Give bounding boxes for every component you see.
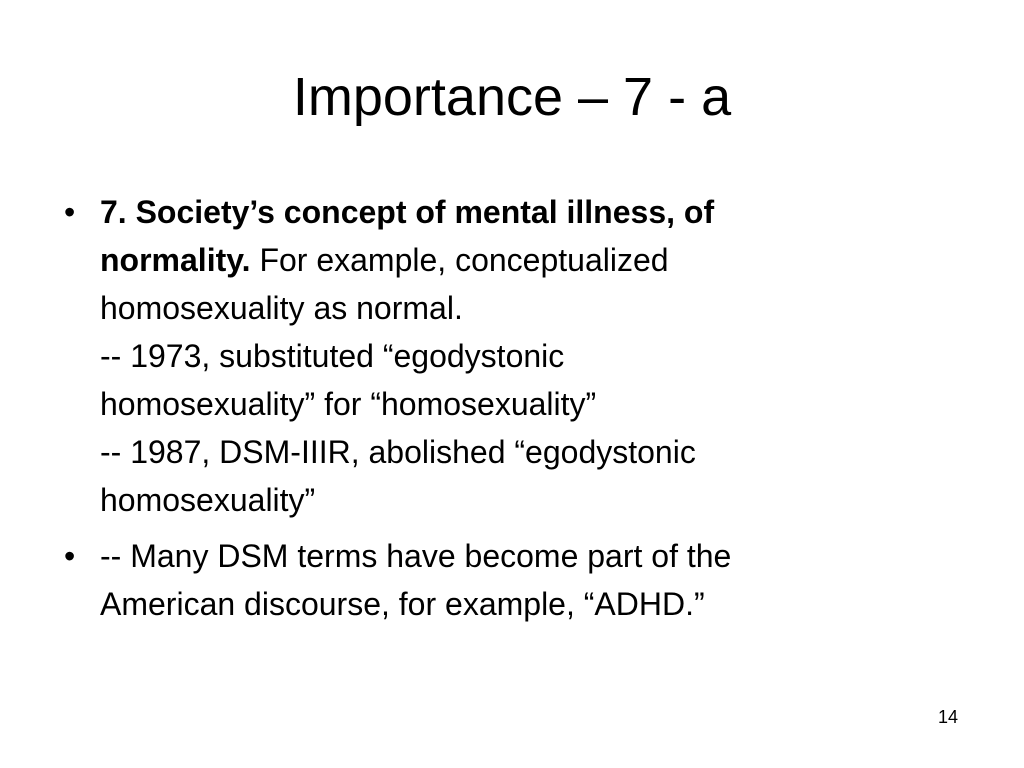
bullet-bold-text: normality. [100, 242, 251, 278]
bullet-text: -- 1973, substituted “egodystonic [100, 338, 565, 374]
bullet-marker: • [64, 194, 76, 230]
bullet-marker: • [64, 538, 76, 574]
bullet-text: -- 1987, DSM-IIIR, abolished “egodystonic [100, 434, 696, 470]
bullet-item [60, 532, 940, 628]
bullet-text: homosexuality” for “homosexuality” [100, 386, 597, 422]
bullet-text: homosexuality” [100, 482, 316, 518]
bullet-line [100, 236, 940, 284]
bullet-line [100, 476, 940, 524]
bullet-text: American discourse, for example, “ADHD.” [100, 586, 705, 622]
bullet-bold-text: 7. Society’s concept of mental illness, of [100, 194, 715, 230]
bullet-line [100, 332, 940, 380]
bullet-list [60, 188, 940, 636]
bullet-line [100, 580, 940, 628]
bullet-line [100, 380, 940, 428]
page-number: 14 [937, 707, 958, 727]
bullet-text: homosexuality as normal. [100, 290, 463, 326]
bullet-text: -- Many DSM terms have become part of the [100, 538, 732, 574]
bullet-text: For example, conceptualized [250, 242, 669, 278]
bullet-line [100, 532, 940, 580]
bullet-line [100, 428, 940, 476]
bullet-line [100, 284, 940, 332]
slide-title: Importance – 7 - a [292, 67, 732, 127]
bullet-line [100, 188, 940, 236]
bullet-item [60, 188, 940, 524]
